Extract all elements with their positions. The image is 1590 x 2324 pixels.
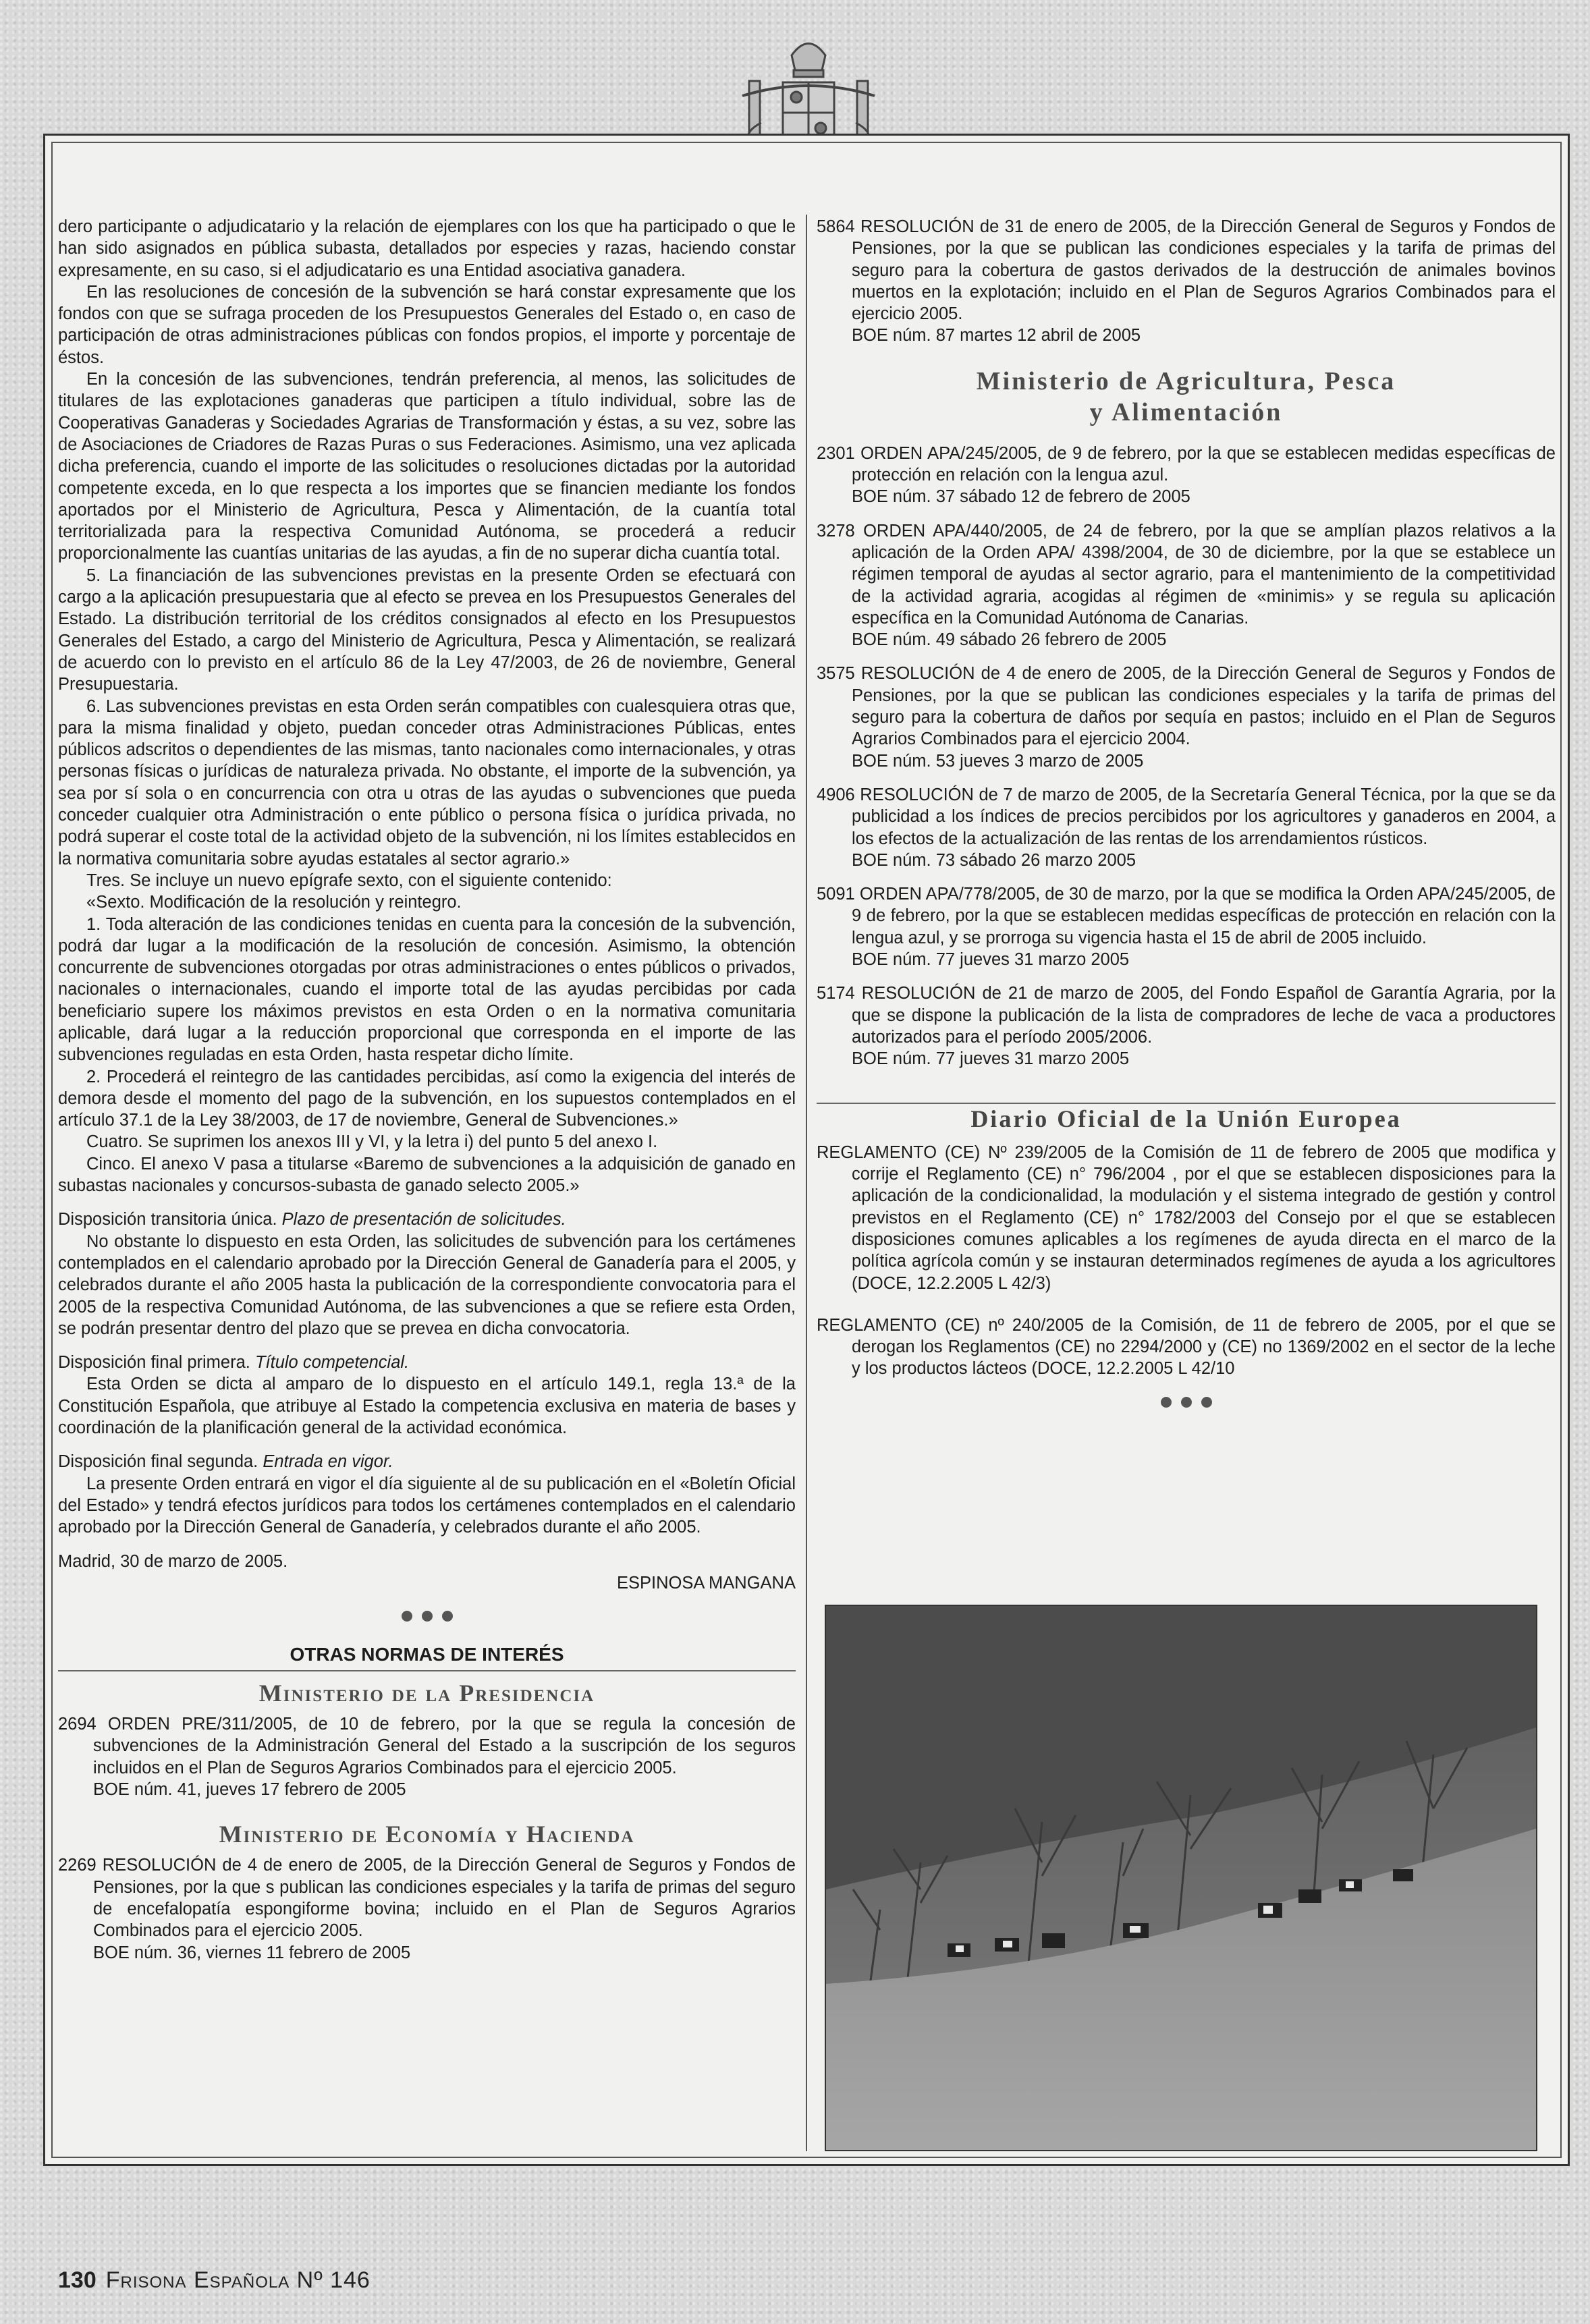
section-separator (817, 1392, 1556, 1414)
pasture-photo (825, 1605, 1537, 2151)
boe-reference: BOE núm. 73 sábado 26 marzo 2005 (852, 850, 1136, 870)
norm-entry: 4906 RESOLUCIÓN de 7 de marzo de 2005, de la Secretaría General Técnica, por la que se da publicidad a los índices de precios percibidos por los agricultores y ganaderos en 2004, a los efectos de la actualización de las rentas de los arrendamientos rústicos. (817, 785, 1556, 848)
boe-reference: BOE núm. 49 sábado 26 febrero de 2005 (852, 630, 1167, 650)
paragraph: No obstante lo dispuesto en esta Orden, las solicitudes de subvención para los certámenes contemplados en el calendario aprobado por la Dirección General de Ganadería para el 2005, y celebrados durante el año 2005 hasta la publicación de la correspondiente convocatoria para el 2005 de la respectiva Comunidad Autónoma, de las subvenciones a que se refiere esta Orden, se podrán presentar dentro del plazo que se prevea en dicha convocatoria. (58, 1232, 796, 1338)
norm-entry: 5091 ORDEN APA/778/2005, de 30 de marzo, por la que se modifica la Orden APA/245/2005, de 9 de febrero, por la que se establecen medidas específicas de protección en relación con la lengua azul, y se prorroga su vigencia hasta el 15 de abril de 2005 incluido. (817, 885, 1556, 947)
paragraph: 2. Procederá el reintegro de las cantidades percibidas, así como la exigencia del interés de demora desde el momento del pago de la subvención, en los supuestos contemplados en el artículo 37.1 de la Ley 38/2003, de 17 de noviembre, General de Subvenciones.» (58, 1067, 796, 1130)
left-column (58, 216, 796, 1964)
page-footer (58, 2267, 371, 2294)
paragraph: 6. Las subvenciones previstas en esta Orden serán compatibles con cualesquiera otras que, para la misma finalidad y objeto, puedan conceder otras Administraciones Públicas, entes públicos adscritos o dependientes de las mismas, tanto nacionales como internacionales, y otras personas físicas o jurídicas de naturaleza privada. No obstante, el importe de la subvención, ya sea por sí sola o en concurrencia con otra u otras de las ayudas o subvenciones que pueda conceder cualquier otra Administración o ente público o persona física o jurídica privada, no podrá superar el coste total de la actividad objeto de la subvención, ni los límites establecidos en la normativa comunitaria sobre ayudas estatales al sector agrario.» (58, 696, 796, 868)
boe-reference: BOE núm. 41, jueves 17 febrero de 2005 (93, 1779, 406, 1799)
regulation-entry: REGLAMENTO (CE) Nº 239/2005 de la Comisión de 11 de febrero de 2005 que modifica y corrije el Reglamento (CE) n° 796/2004 , por el que se establecen disposiciones para la aplicación de la condicionalidad, la modulación y el sistema integrado de gestión y control previstos en el Reglamento (CE) n° 1782/2003 del Consejo por el que se establecen disposiciones comunes aplicables a los regímenes de ayuda directa en el marco de la política agrícola común y se instauran determinados regímenes de ayuda a los agricultores (DOCE, 12.2.2005 L 42/3) (817, 1142, 1556, 1293)
paragraph: La presente Orden entrará en vigor el día siguiente al de su publicación en el «Boletín Oficial del Estado» y tendrá efectos jurídicos para todos los certámenes contemplados en el calendario aprobado por la Dirección General de Ganadería, y celebrados durante el año 2005. (58, 1474, 796, 1537)
disposition-heading: Disposición transitoria única. Plazo de presentación de solicitudes. (58, 1210, 566, 1229)
boe-reference: BOE núm. 77 jueves 31 marzo 2005 (852, 1049, 1130, 1069)
paragraph: dero participante o adjudicatario y la relación de ejemplares con los que ha participado o que le han sido asignados en pública subasta, detallados por especies y razas, haciendo constar expresamente, en su caso, si el adjudicatario es una Entidad asociativa ganadera. (58, 217, 796, 280)
ministry-heading: Ministerio de la Presidencia (258, 1679, 595, 1707)
signature: ESPINOSA MANGANA (617, 1573, 796, 1593)
disposition-heading: Disposición final segunda. Entrada en vigor. (58, 1452, 393, 1472)
paragraph: Esta Orden se dicta al amparo de lo dispuesto en el artículo 149.1, regla 13.ª de la Constitución Española, que atribuye al Estado la competencia exclusiva en materia de bases y coordinación de la planificación general de la actividad económica. (58, 1375, 796, 1438)
disposition-heading: Disposición final primera. Título competencial. (58, 1353, 410, 1373)
norm-entry: 3278 ORDEN APA/440/2005, de 24 de febrero, por la que se amplían plazos relativos a la aplicación de la Orden APA/ 4398/2004, de 30 de diciembre, por la que se establece un régimen temporal de ayudas al sector agrario, para el mantenimiento de la competitividad de la actividad agraria, acogidas al régimen de «minimis» y se regula su aplicación específica en la Comunidad Autónoma de Canarias. (817, 521, 1556, 628)
norm-entry: 5864 RESOLUCIÓN de 31 de enero de 2005, de la Dirección General de Seguros y Fondos de Pensiones, por la que se publican las condiciones especiales y la tarifa de primas del seguro para la cobertura de gastos derivados de la destrucción de animales bovinos muertos en la explotación; incluido en el Plan de Seguros Agrarios Combinados para el ejercicio 2005. (817, 217, 1556, 324)
boe-reference: BOE núm. 87 martes 12 abril de 2005 (852, 326, 1141, 345)
norm-entry: 2301 ORDEN APA/245/2005, de 9 de febrero, por la que se establecen medidas específicas de protección en relación con la lengua azul. (817, 443, 1556, 485)
paragraph: 5. La financiación de las subvenciones previstas en la presente Orden se efectuará con cargo a la aplicación presupuestaria que al efecto se prevea en los Presupuestos Generales del Estado. La distribución territorial de los créditos consignados al efecto en los Presupuestos Generales del Estado, a cargo del Ministerio de Agricultura, Pesca y Alimentación, se realizará de acuerdo con lo previsto en el artículo 86 de la Ley 47/2003, de 26 de noviembre, General Presupuestaria. (58, 565, 796, 694)
page-number: 130 (58, 2267, 97, 2293)
paragraph: Tres. Se incluye un nuevo epígrafe sexto, con el siguiente contenido: (86, 870, 612, 890)
paragraph: Cinco. El anexo V pasa a titularse «Baremo de subvenciones a la adquisición de ganado en subastas nacionales y concursos-subasta de ganado selecto 2005.» (58, 1154, 796, 1196)
ministry-heading: Ministerio de Economía y Hacienda (219, 1821, 635, 1848)
boe-reference: BOE núm. 77 jueves 31 marzo 2005 (852, 950, 1130, 970)
section-separator (58, 1606, 796, 1628)
column-divider (806, 215, 807, 2151)
norm-entry: 2269 RESOLUCIÓN de 4 de enero de 2005, de la Dirección General de Seguros y Fondos de Pensiones, por la que s publican las condiciones especiales y la tarifa de primas del seguro de encefalopatía espongiforme bovina; incluido en el Plan de Seguros Agrarios Combinados para el ejercicio 2005. (58, 1856, 796, 1941)
ministry-heading: Ministerio de Agricultura, Pesca y Alimentación (976, 366, 1396, 426)
boe-reference: BOE núm. 53 jueves 3 marzo de 2005 (852, 751, 1144, 771)
paragraph: 1. Toda alteración de las condiciones tenidas en cuenta para la concesión de la subvención, podrá dar lugar a la modificación de la resolución de concesión. Asimismo, la obtención concurrente de subvenciones otorgadas por otras administraciones o entes públicos o privados, nacionales o internacionales, cuando el importe total de las ayudas percibidas por cada beneficiario supere los máximos previstos en esta Orden o en la normativa comunitaria aplicable, dará lugar a la reducción proporcional que corresponda en el importe de las subvenciones reguladas en esta Orden, hasta respetar dicho límite. (58, 914, 796, 1065)
right-column (817, 216, 1556, 1427)
boe-reference: BOE núm. 36, viernes 11 febrero de 2005 (93, 1943, 411, 1962)
norm-entry: 3575 RESOLUCIÓN de 4 de enero de 2005, de la Dirección General de Seguros y Fondos de Pensiones, por la que se publican las condiciones especiales y la tarifa de primas del seguro para la cobertura de daños por sequía en pastos; incluido en el Plan de Seguros Agrarios Combinados para el ejercicio 2004. (817, 664, 1556, 749)
norm-entry: 2694 ORDEN PRE/311/2005, de 10 de febrero, por la que se regula la concesión de subvenciones de la Administración General del Estado a la suscripción de los seguros incluidos en el Plan de Seguros Agrarios Combinados para el ejercicio 2005. (58, 1715, 796, 1777)
paragraph: En la concesión de las subvenciones, tendrán preferencia, al menos, las solicitudes de titulares de las explotaciones ganaderas que participen a título individual, sobre las de Cooperativas Ganaderas y Sociedades Agrarias de Transformación y éstas, a su vez, sobre las de Asociaciones de Criadores de Razas Puras o sus Federaciones. Asimismo, una vez aplicada dicha preferencia, cuando el importe de las solicitudes o resoluciones dictadas por la autoridad competente exceda, en lo que respecta a los importes que se financien mediante los fondos aportados por el Ministerio de Agricultura, Pesca y Alimentación, de la cuantía total territorializada para la respectiva Comunidad Autónoma, se procederá a reducir proporcionalmente las cuantías unitarias de las ayudas, a fin de no superar dicha cuantía total. (58, 370, 796, 563)
regulation-entry: REGLAMENTO (CE) nº 240/2005 de la Comisión, de 11 de febrero de 2005, por el que se derogan los Reglamentos (CE) no 2294/2000 y (CE) no 1369/2002 en el sector de la leche y los productos lácteos (DOCE, 12.2.2005 L 42/10 (817, 1315, 1556, 1379)
journal-heading: Diario Oficial de la Unión Europea (817, 1103, 1556, 1130)
publication-name: Frisona Española Nº 146 (105, 2267, 371, 2293)
paragraph: «Sexto. Modificación de la resolución y reintegro. (86, 893, 462, 912)
section-heading: OTRAS NORMAS DE INTERÉS (58, 1644, 796, 1671)
paragraph: En las resoluciones de concesión de la subvención se hará constar expresamente que los fondos con que se sufraga proceden de los Presupuestos Generales del Estado o, en caso de participación de otras administraciones públicas con fondos propios, el importe y porcentaje de éstos. (58, 282, 796, 367)
pasture-image (826, 1606, 1536, 2150)
paragraph: Cuatro. Se suprimen los anexos III y VI, y la letra i) del punto 5 del anexo I. (86, 1132, 658, 1152)
boe-reference: BOE núm. 37 sábado 12 de febrero de 2005 (852, 487, 1190, 507)
place-date: Madrid, 30 de marzo de 2005. (58, 1551, 288, 1571)
norm-entry: 5174 RESOLUCIÓN de 21 de marzo de 2005, del Fondo Español de Garantía Agraria, por la que se dispone la publicación de la lista de compradores de leche de vaca a productores autorizados para el período 2005/2006. (817, 984, 1556, 1047)
